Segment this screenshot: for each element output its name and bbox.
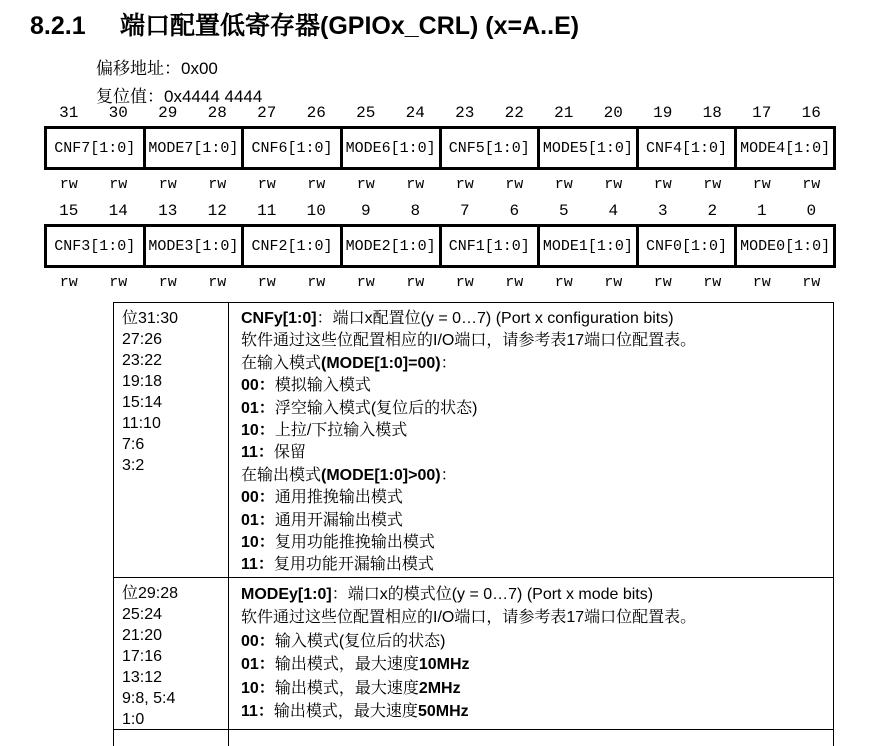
register-field-cell: CNF2[1:0] [244,227,343,265]
bold-text: 11： [241,703,274,721]
bit-range-line: 9:8, 5:4 [122,690,176,707]
description-line [241,583,823,606]
description-line [241,442,823,464]
description-line [241,606,823,629]
bold-text: 11： [241,444,274,462]
register-field-cell: MODE6[1:0] [343,129,442,167]
access-rw: rw [455,176,474,193]
register-field-table [44,224,836,268]
bold-text: (MODE[1:0]>00) [321,466,441,484]
description-line [241,375,823,397]
bit-number: 0 [806,202,817,220]
access-rw: rw [802,274,821,291]
bit-number: 10 [306,202,326,220]
access-rw: rw [208,176,227,193]
access-rw: rw [257,274,276,291]
bit-number: 25 [356,104,376,122]
bold-text: 50MHz [417,703,469,721]
text: ：端口x的模式位(y = 0…7) (Port x mode bits) [331,586,654,603]
description-line [241,630,823,653]
text: ： [440,466,457,484]
bit-number: 9 [360,202,371,220]
bit-number: 3 [657,202,668,220]
description-line [241,487,823,509]
bit-number: 7 [459,202,470,220]
bit-description-table [113,302,834,730]
reset-value-label: 复位值： [96,87,164,106]
text: 模拟输入模式 [274,377,371,395]
access-rw: rw [653,274,672,291]
bold-text: 10： [241,422,275,440]
bit-number: 2 [707,202,718,220]
access-rw: rw [356,274,375,291]
description-line [241,532,823,554]
bit-number: 28 [207,104,227,122]
access-rw: rw [109,176,128,193]
table-cutoff-border-right [833,730,834,746]
register-field-cell: MODE4[1:0] [740,139,831,157]
description-line [241,700,823,723]
access-rw: rw [604,176,623,193]
bit-range-line: 23:22 [122,352,163,369]
text: 浮空输入模式(复位后的状态) [274,399,478,417]
text: 复用功能开漏输出模式 [273,556,434,574]
access-rw: rw [752,274,771,291]
text: 上拉/下拉输入模式 [274,422,408,440]
access-rw: rw [307,176,326,193]
access-rw: rw [356,176,375,193]
description-line [241,398,823,420]
description-line [241,510,823,532]
bit-number: 15 [59,202,79,220]
bit-number: 20 [603,104,623,122]
bold-text: 01： [241,511,275,529]
description-line [241,330,823,352]
bold-text: 00： [241,489,275,507]
access-rw: rw [604,274,623,291]
bit-number: 30 [108,104,128,122]
bit-number: 26 [306,104,326,122]
text: 在输出模式 [241,466,322,484]
access-rw: rw [406,176,425,193]
access-rw: rw [455,274,474,291]
bit-numbers-row [44,202,836,222]
bit-number: 17 [752,104,772,122]
register-field-cell: MODE7[1:0] [146,129,245,167]
page-title: 端口配置低寄存器(GPIOx_CRL) (x=A..E) [120,12,580,40]
text: 通用开漏输出模式 [274,511,403,529]
description-line [241,308,823,330]
bit-range-line: 位31:30 [122,310,179,327]
bit-range-line: 15:14 [122,394,163,411]
access-rw: rw [703,176,722,193]
access-rw: rw [59,274,78,291]
bit-number: 23 [455,104,475,122]
access-rw: rw [703,274,722,291]
access-rw: rw [257,176,276,193]
offset-address-label: 偏移地址： [96,59,181,78]
register-field-table [44,126,836,170]
bit-number: 13 [158,202,178,220]
bit-number: 29 [158,104,178,122]
access-rw: rw [505,274,524,291]
bold-text: 11： [241,556,274,574]
bold-text: CNFy[1:0] [241,310,317,327]
bit-number: 1 [756,202,767,220]
text: 软件通过这些位配置相应的I/O端口，请参考表17端口位配置表。 [241,332,697,350]
text: 通用推挽输出模式 [274,489,403,507]
bit-number: 21 [554,104,574,122]
register-row-low [44,202,836,292]
bold-text: 10MHz [418,656,470,674]
bit-range-line: 位29:28 [122,585,179,602]
bit-number: 6 [509,202,520,220]
bold-text: 01： [241,656,275,674]
bold-text: MODEy[1:0] [241,586,332,603]
bold-text: 00： [241,632,275,650]
bit-range-line: 11:10 [122,415,161,432]
bit-range-line: 27:26 [122,331,163,348]
register-field-cell: CNF7[1:0] [47,129,146,167]
bit-number: 22 [504,104,524,122]
text: 输出模式，最大速度 [274,656,419,674]
section-number: 8.2.1 [30,12,86,40]
register-field-cell: MODE0[1:0] [740,237,831,255]
bit-number: 31 [59,104,79,122]
description-cell [229,303,833,577]
access-rw: rw [554,176,573,193]
access-rw: rw [406,274,425,291]
text: ：端口x配置位(y = 0…7) (Port x configuration bits) [316,310,674,327]
bit-number: 4 [608,202,619,220]
text: 输出模式，最大速度 [274,679,419,697]
access-rw: rw [307,274,326,291]
description-line [241,465,823,487]
description-line [241,677,823,700]
bit-range-line: 13:12 [122,669,163,686]
access-rw: rw [653,176,672,193]
description-row [114,303,833,578]
offset-address-value: 0x00 [181,59,218,78]
description-line [241,420,823,442]
description-cell [229,578,833,729]
table-cutoff-border-divider [228,730,229,746]
access-rw: rw [158,274,177,291]
register-field-cell: MODE3[1:0] [146,227,245,265]
bit-numbers-row [44,104,836,124]
text: 在输入模式 [241,354,322,372]
bit-range-line: 1:0 [122,711,145,728]
bit-number: 14 [108,202,128,220]
text: 复用功能推挽输出模式 [274,534,435,552]
bit-range-line: 17:16 [122,648,163,665]
register-field-cell: MODE2[1:0] [343,227,442,265]
bold-text: (MODE[1:0]=00) [321,354,441,372]
register-field-cell: CNF6[1:0] [244,129,343,167]
access-rw: rw [505,176,524,193]
bit-range-line: 21:20 [122,627,163,644]
register-field-cell: CNF5[1:0] [442,129,541,167]
access-rw: rw [109,274,128,291]
bold-text: 10： [241,679,275,697]
bold-text: 10： [241,534,275,552]
access-rw: rw [554,274,573,291]
bold-text: 00： [241,377,275,395]
register-row-high [44,104,836,194]
bit-range-line: 7:6 [122,436,145,453]
access-rw: rw [802,176,821,193]
text: 软件通过这些位配置相应的I/O端口，请参考表17端口位配置表。 [241,609,697,627]
access-rw: rw [208,274,227,291]
reset-value-value: 0x4444 4444 [164,87,263,106]
description-row [114,578,833,729]
access-rw: rw [752,176,771,193]
access-rw: rw [158,176,177,193]
bit-number: 18 [702,104,722,122]
bit-number: 8 [410,202,421,220]
bit-range-line: 19:18 [122,373,163,390]
bit-number: 5 [558,202,569,220]
text: 输出模式，最大速度 [273,703,418,721]
bold-text: 2MHz [418,679,461,697]
bit-range-line: 25:24 [122,606,163,623]
bit-number: 24 [405,104,425,122]
register-bit-map [44,104,836,300]
text: ： [440,354,457,372]
bit-ranges-cell [114,578,229,729]
register-field-cell: MODE5[1:0] [540,129,639,167]
bit-range-line: 3:2 [122,457,145,474]
register-field-cell: CNF1[1:0] [442,227,541,265]
access-type-row [44,274,836,292]
description-line [241,554,823,576]
register-field-cell: MODE1[1:0] [540,227,639,265]
description-line [241,353,823,375]
bit-number: 12 [207,202,227,220]
register-field-cell: CNF4[1:0] [639,129,738,167]
table-cutoff-border-left [113,730,114,746]
bit-number: 27 [257,104,277,122]
access-rw: rw [59,176,78,193]
section-heading [30,6,579,42]
bold-text: 01： [241,399,275,417]
bit-number: 16 [801,104,821,122]
access-type-row [44,176,836,194]
offset-address-line [96,54,218,79]
register-field-cell: CNF0[1:0] [639,227,738,265]
text: 保留 [273,444,306,462]
bit-ranges-cell [114,303,229,577]
text: 输入模式(复位后的状态) [274,632,446,650]
bit-number: 11 [257,202,277,220]
register-field-cell: CNF3[1:0] [47,227,146,265]
description-line [241,653,823,676]
bit-number: 19 [653,104,673,122]
